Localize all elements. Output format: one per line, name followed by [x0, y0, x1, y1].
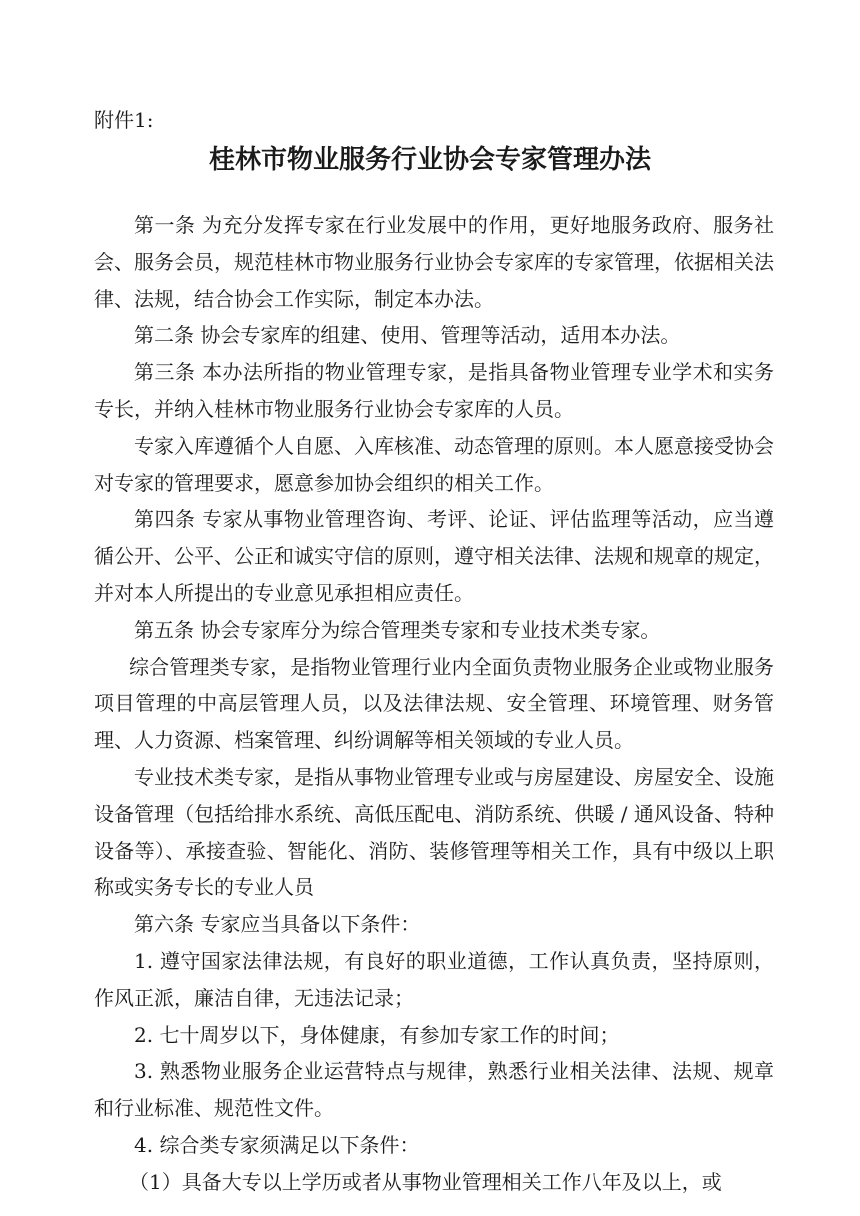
article-5-general-experts: 综合管理类专家，是指物业管理行业内全面负责物业服务企业或物业服务项目管理的中高层管理人员，以及法律法规、安全管理、环境管理、财务管理、人力资源、档案管理、纠纷调解等相关领域的专业人员。	[94, 654, 774, 753]
article-2: 第二条 协会专家库的组建、使用、管理等活动，适用本办法。	[134, 323, 681, 348]
article-4: 第四条 专家从事物业管理咨询、考评、论证、评估监理等活动，应当遵循公开、公平、公正和诚实守信的原则，遵守相关法律、法规和规章的规定，并对本人所提出的专业意见承担相应责任。	[94, 507, 774, 605]
condition-3: 3. 熟悉物业服务企业运营特点与规律，熟悉行业相关法律、法规、规章和行业标准、规范性文件。	[94, 1059, 774, 1121]
condition-4-item-1: （1）具备大专以上学历或者从事物业管理相关工作八年及以上，或	[129, 1169, 722, 1194]
article-6: 第六条 专家应当具备以下条件：	[134, 912, 421, 937]
article-3: 第三条 本办法所指的物业管理专家，是指具备物业管理专业学术和实务专长，并纳入桂林市物业服务行业协会专家库的人员。	[94, 360, 774, 421]
document-body	[94, 207, 774, 1201]
document-title: 桂林市物业服务行业协会专家管理办法	[208, 145, 651, 175]
condition-1: 1. 遵守国家法律法规，有良好的职业道德，工作认真负责，坚持原则，作风正派，廉洁自律，无违法记录；	[94, 948, 774, 1010]
article-5-technical-experts: 专业技术类专家，是指从事物业管理专业或与房屋建设、房屋安全、设施设备管理（包括给排水系统、高低压配电、消防系统、供暖 / 通风设备、特种设备等）、承接查验、智能化、消防、装修管理等相关工作，具有中级以上职称或实务专长的专业人员	[94, 764, 774, 900]
condition-4: 4. 综合类专家须满足以下条件：	[134, 1132, 420, 1157]
condition-2: 2. 七十周岁以下，身体健康，有参加专家工作的时间；	[134, 1022, 620, 1047]
article-1: 第一条 为充分发挥专家在行业发展中的作用，更好地服务政府、服务社会、服务会员，规范桂林市物业服务行业协会专家库的专家管理，依据相关法律、法规，结合协会工作实际，制定本办法。	[94, 213, 774, 311]
article-5: 第五条 协会专家库分为综合管理类专家和专业技术类专家。	[134, 617, 661, 642]
attachment-label: 附件1:	[94, 108, 154, 132]
article-3-principle: 专家入库遵循个人自愿、入库核准、动态管理的原则。本人愿意接受协会对专家的管理要求，愿意参加协会组织的相关工作。	[94, 433, 774, 495]
